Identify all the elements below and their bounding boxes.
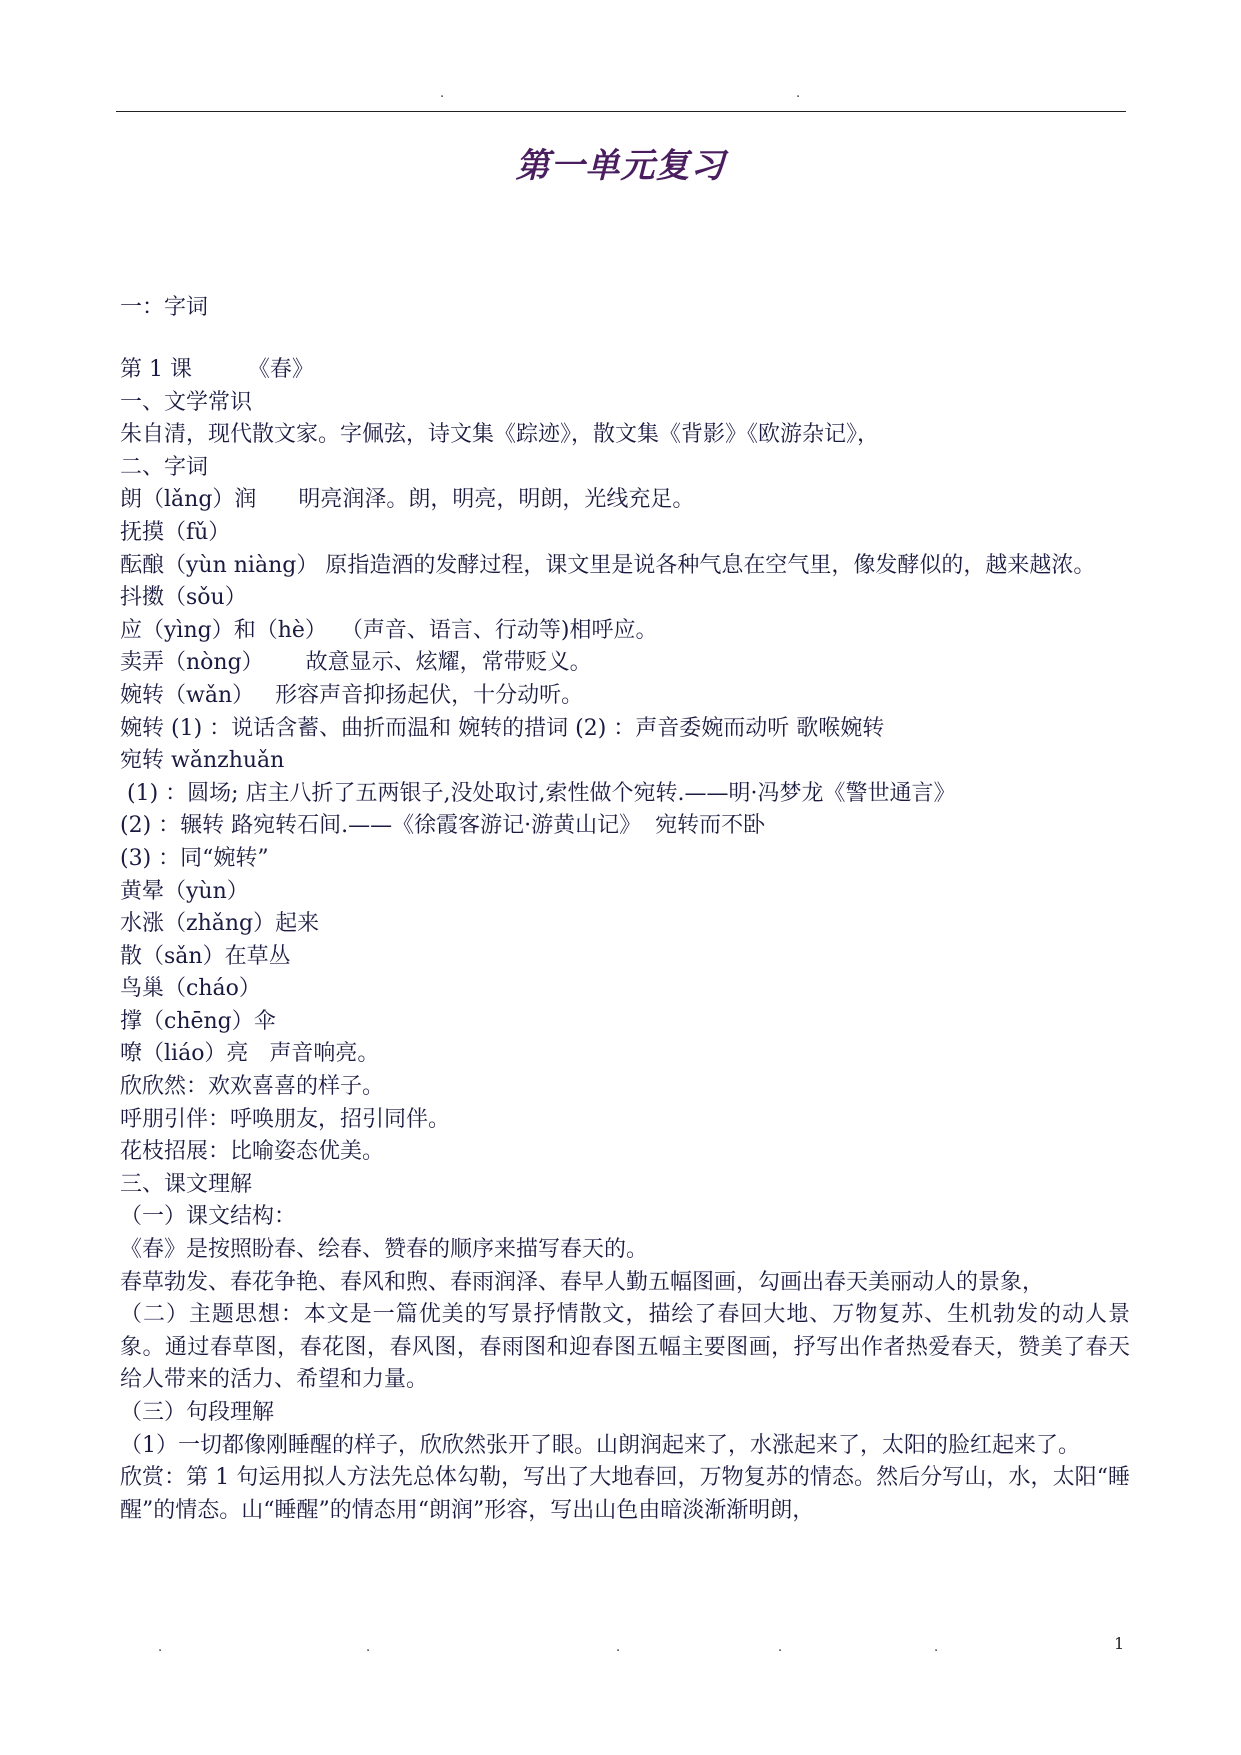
document-body — [120, 354, 1130, 1527]
footer-dot: . — [616, 1640, 621, 1655]
text-line: （1）一切都像刚睡醒的样子，欣欣然张开了眼。山朗润起来了，水涨起来了，太阳的脸红起来了。 — [120, 1432, 1081, 1458]
text-line: 黄晕（yùn） — [120, 878, 249, 904]
text-line: 《春》是按照盼春、绘春、赞春的顺序来描写春天的。 — [120, 1237, 649, 1263]
text-line: 一、文学常识 — [120, 389, 253, 415]
text-line: 抖擞（sǒu） — [120, 585, 247, 611]
text-line: 呼朋引伴：呼唤朋友，招引同伴。 — [120, 1106, 451, 1132]
text-line: （二）主题思想：本文是一篇优美的写景抒情散文，描绘了春回大地、万物复苏、生机勃发的动人景象。通过春草图，春花图，春风图，春雨图和迎春图五幅主要图画，抒写出作者热爱春天，赞美了春天给人带来的活力、希望和力量。 — [120, 1302, 1130, 1393]
header-rule — [116, 111, 1126, 112]
text-line: 鸟巢（cháo） — [120, 976, 261, 1002]
text-line: 第 1 课 《春》 — [120, 357, 314, 382]
text-line: 宛转 wǎnzhuǎn — [120, 748, 285, 774]
text-line: (1) ：圆场; 店主八折了五两银子,没处取讨,索性做个宛转.——明·冯梦龙《警世通言》 — [120, 780, 956, 806]
text-line: 朗（lǎng）润 明亮润泽。朗，明亮，明朗，光线充足。 — [120, 487, 695, 513]
footer-dot: . — [934, 1640, 939, 1655]
text-line: 酝酿（yùn niàng） 原指造酒的发酵过程，课文里是说各种气息在空气里，像发酵似的，越来越浓。 — [120, 552, 1096, 578]
text-line: 朱自清，现代散文家。字佩弦，诗文集《踪迹》，散文集《背影》《欧游杂记》， — [120, 422, 880, 448]
text-line: （三）句段理解 — [120, 1400, 275, 1425]
text-line: 水涨（zhǎng）起来 — [120, 911, 320, 937]
text-line: (2) ：辗转 路宛转石间.——《徐霞客游记·游黄山记》 宛转而不卧 — [120, 813, 766, 839]
text-line: 春草勃发、春花争艳、春风和煦、春雨润泽、春早人勤五幅图画，勾画出春天美丽动人的景象， — [120, 1269, 1045, 1295]
text-line: 二、字词 — [120, 454, 209, 480]
text-line: 应（yìng）和（hè） （声音、语言、行动等)相呼应。 — [120, 617, 658, 643]
text-line: 花枝招展：比喻姿态优美。 — [120, 1139, 385, 1165]
text-line: 婉转（wǎn） 形容声音抑扬起伏，十分动听。 — [120, 682, 584, 708]
footer-dot: . — [778, 1640, 783, 1655]
text-line: 撑（chēng）伞 — [120, 1008, 276, 1034]
text-line: 欣欣然：欢欢喜喜的样子。 — [120, 1074, 385, 1100]
header-dot: . — [796, 86, 801, 101]
page-title: 第一单元复习 — [515, 146, 726, 186]
text-line: 卖弄（nòng） 故意显示、炫耀，常带贬义。 — [120, 650, 592, 676]
text-line: 欣赏：第 1 句运用拟人方法先总体勾勒，写出了大地春回，万物复苏的情态。然后分写山，水，太阳“睡醒”的情态。山“睡醒”的情态用“朗润”形容，写出山色由暗淡渐渐明朗， — [120, 1465, 1130, 1523]
text-line: (3) ：同“婉转” — [120, 845, 269, 871]
text-line: 婉转 (1) ：说话含蓄、曲折而温和 婉转的措词 (2) ：声音委婉而动听 歌喉婉转 — [120, 715, 885, 741]
footer-dot: . — [366, 1640, 371, 1655]
text-line: 抚摸（fǔ） — [120, 519, 231, 545]
text-line: 散（sǎn）在草丛 — [120, 943, 291, 969]
page-number: 1 — [1114, 1634, 1125, 1653]
section-heading: 一：字词 — [120, 295, 209, 320]
text-line: 三、课文理解 — [120, 1171, 253, 1197]
text-line: （一）课文结构： — [120, 1204, 297, 1230]
footer-dot: . — [158, 1640, 163, 1655]
text-line: 嘹（liáo）亮 声音响亮。 — [120, 1041, 380, 1067]
header-dot: . — [440, 86, 445, 101]
